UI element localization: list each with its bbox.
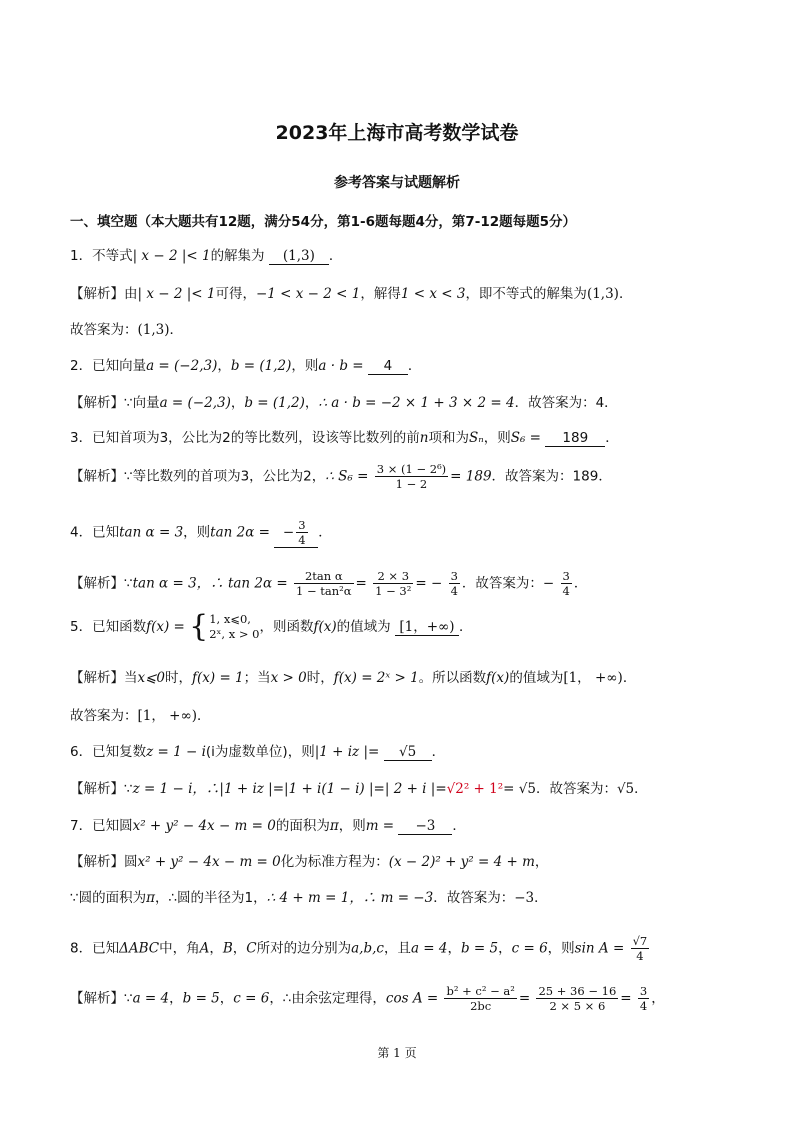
q6-sol-z: z = 1 − i (132, 781, 193, 797)
q4-given: tan α = 3 (119, 524, 184, 541)
q6-sol-calc: ，∴|1 + iz |=|1 + i(1 − i) |=| 2 + i |= (192, 781, 447, 797)
q2-end: ． (407, 358, 422, 374)
q6-paren: (i为虚数单位)，则 (205, 744, 315, 760)
q8-tri: ΔABC (119, 940, 160, 957)
q7-solution (70, 852, 548, 872)
q6-expr: |1 + iz |= (314, 744, 380, 760)
q5-fx2: f(x) (313, 619, 337, 635)
q2-solution: 【解析】∵向量a = (−2,3)，b = (1,2)，∴ a · b = −2 × 1 + 3 × 2 = 4．故答案为：4． (70, 395, 618, 411)
q6-ans-value: √5 (616, 781, 635, 797)
question-8: 8．已知ΔABC中，角A，B，C所对的边分别为a,b,c，且a = 4，b = 5，c = 6，则sin A = $\frac{√7}{4}$ (70, 934, 648, 963)
q8-eq2: = (620, 990, 632, 1007)
q8-answer-fraction (631, 934, 650, 963)
q7-sol-std: (x − 2)² + y² = 4 + m (388, 854, 535, 870)
q3-n: n (419, 430, 429, 446)
section-heading: 一、填空题（本大题共有12题，满分54分，第1-6题每题4分，第7-12题每题5分） (70, 214, 577, 230)
q8-f2-num: 25 + 36 − 16 (538, 984, 617, 998)
q7-pi: π (329, 818, 339, 834)
q5-sol-t3: 时， (306, 670, 334, 686)
q4-answer-blank (274, 518, 318, 548)
q2-a-vec: a = (−2,3) (146, 358, 218, 374)
q7-then: ，则 (338, 818, 366, 834)
q7-sol-t1: 化为标准方程为： (280, 854, 389, 870)
q8-ans-num: √7 (632, 934, 648, 948)
q8-f1-den: 2bc (470, 999, 492, 1013)
q7-sol2-t2: ，∴圆的半径为1， (154, 890, 267, 906)
question-3 (70, 428, 619, 448)
q3-frac-den: 1 − 2 (395, 477, 428, 491)
q3-mid: 项和为 (428, 430, 469, 446)
q5-answer-blank: [1，+∞) (395, 619, 459, 636)
q2-expr: a · b = (318, 358, 364, 374)
q4-f3-den: 4 (450, 584, 458, 598)
q6-sol-red-sqrt: √2² + 1² (446, 781, 504, 797)
q7-answer-blank: −3 (398, 818, 452, 835)
q4-mid: ，则 (183, 524, 211, 541)
q4-sol-frac3 (449, 569, 460, 598)
q1-sol-t3: ，即不等式的解集为 (465, 286, 587, 302)
q5-sol-e1: f(x) = 1 (192, 670, 244, 686)
q5-sol-t4: 。所以函数 (418, 670, 487, 686)
q4-sol-frac1 (294, 569, 354, 598)
q7-sol2-ans: ．故答案为： (433, 890, 515, 906)
q3-answer-blank: 189 (545, 430, 605, 447)
q2-sol-a: a = (−2,3) (159, 395, 231, 411)
q6-end: ． (431, 744, 446, 760)
q5-sol-c1: x⩽0 (137, 670, 166, 686)
page-subtitle: 参考答案与试题解析 (334, 175, 460, 191)
q4-solution (70, 569, 587, 598)
q6-stem: 6．已知复数 (70, 744, 147, 760)
q4-f2-den: 1 − 3² (375, 584, 412, 598)
q7-mid: 的面积为 (275, 818, 330, 834)
q8-t2: 所对的边分别为 (256, 940, 352, 957)
q8-sinA: sin A = (574, 940, 625, 957)
q7-m: m = (365, 818, 395, 834)
q8-ans-den: 4 (636, 949, 644, 963)
question-7 (70, 816, 466, 836)
q7-sol2-val: −3 (514, 890, 535, 906)
q4-sol-ans: ．故答案为： (461, 575, 543, 592)
q5-sol-t1: 时， (165, 670, 193, 686)
q4-eq: = (355, 575, 367, 592)
q7-sol2-e1: ∴ 4 + m = 1 (266, 890, 350, 906)
q6-sol-ans: ．故答案为： (535, 781, 617, 797)
q5-sol-label: 【解析】当 (70, 670, 138, 686)
q7-solution-2 (70, 888, 548, 908)
q4-answer-den: 4 (298, 533, 306, 547)
q5-piecewise (209, 612, 259, 642)
q4-ans-sign: − (542, 575, 555, 592)
q1-sol-t1: 可得， (215, 286, 256, 302)
q5-sol-end: ． (622, 670, 637, 686)
q4-f3-num: 3 (450, 569, 458, 583)
q8-f1-num: b² + c² − a² (446, 984, 515, 998)
q5-sol-c2: x > 0 (270, 670, 307, 686)
q1-sol-t2: ，解得 (360, 286, 401, 302)
q6-sol-post: = √5 (503, 781, 536, 797)
q8-sol-frac1 (444, 984, 516, 1013)
q8-sol-cos: cos A = (385, 990, 439, 1007)
q2-sol-ans: ．故答案为：4． (514, 395, 618, 411)
q5-ans-value: [1， +∞) (137, 708, 197, 724)
question-1 (70, 246, 342, 266)
q5-sol-t2: ；当 (243, 670, 271, 686)
q1-answer-line (70, 320, 183, 340)
q3-sol-label: 【解析】∵等比数列的首项为3，公比为2， (70, 468, 326, 485)
q5-sol-range: [1， +∞) (563, 670, 623, 686)
q4-ans-end: ． (573, 575, 588, 592)
question-6 (70, 742, 445, 762)
q5-stem: 5．已知函数 (70, 619, 147, 635)
q4-answer-num: 3 (298, 518, 306, 532)
q7-stem: 7．已知圆 (70, 818, 133, 834)
q8-f2-den: 2 × 5 × 6 (549, 999, 606, 1013)
q5-fx: f(x) = (146, 619, 185, 635)
q4-f1-num: 2tan α (294, 569, 354, 584)
q8-c: c = 6 (511, 940, 548, 957)
q3-sol-pre: ∴ S₆ = (325, 468, 369, 485)
q8-sol-t1: ，∴由余弦定理得， (269, 990, 386, 1007)
q6-ans-end: ． (634, 781, 648, 797)
q3-then: ，则 (483, 430, 511, 446)
q6-solution (70, 779, 648, 799)
q8-sol-end: ， (651, 990, 665, 1007)
page-title: 2023年上海市高考数学试卷 (275, 122, 519, 144)
q8-A: A (199, 940, 210, 957)
q8-b: b = 5 (461, 940, 499, 957)
q3-sol-ans: ．故答案为：189． (491, 468, 612, 485)
q8-solution: 【解析】∵a = 4，b = 5，c = 6，∴由余弦定理得，cos A = $\frac{\text{b² + c² − a²}}{2bc}$ = $\frac{25 + 36 - 16}{2 \times 5 \times 6}$ = $\frac{3}{4}$ ， (70, 984, 665, 1013)
q2-b-vec: b = (1,2) (230, 358, 292, 374)
q8-sol-a: a = 4 (132, 990, 170, 1007)
q5-piece2: 2ˣ, x > 0 (209, 627, 260, 641)
q8-a: a = 4 (410, 940, 448, 957)
q8-eq: = (518, 990, 531, 1007)
q4-answer-sign: − (282, 524, 295, 541)
q4-ans-frac (561, 569, 572, 598)
q5-sol-e2: f(x) = 2ˣ > 1 (333, 670, 419, 686)
q1-sol-end: ． (618, 286, 633, 302)
q4-sol-frac2 (373, 569, 413, 598)
q1-ans-end: ． (169, 322, 184, 338)
q5-ans-end: ． (196, 708, 211, 724)
q7-sol2-e2: ，∴ m = −3 (349, 890, 434, 906)
q2-answer-blank: 4 (368, 358, 408, 375)
q4-ans-den: 4 (562, 584, 570, 598)
q7-sol-eq: x² + y² − 4x − m = 0 (137, 854, 281, 870)
question-4 (70, 518, 332, 548)
q7-end: ． (452, 818, 466, 834)
q5-piece1: 1, x⩽0, (209, 612, 251, 626)
q6-sol-label: 【解析】∵ (70, 781, 133, 797)
q8-c2: ， (232, 940, 247, 957)
q7-sol-label: 【解析】圆 (70, 854, 138, 870)
q3-end: ． (605, 430, 619, 446)
q8-sol-frac2 (536, 984, 618, 1013)
q7-sol-end1: ， (534, 854, 549, 870)
q4-sol-given: tan α = 3 (132, 575, 197, 592)
q1-stem: 1．不等式 (70, 248, 133, 264)
q2-sol-b: b = (1,2) (244, 395, 305, 411)
q1-ans-value: (1,3) (137, 322, 170, 338)
q5-mid: ，则函数 (259, 619, 314, 635)
question-5 (70, 609, 473, 644)
q6-z: z = 1 − i (146, 744, 206, 760)
q4-sol-pre: ，∴ tan 2α = (196, 575, 288, 592)
q2-comma: ， (217, 358, 231, 374)
q1-sol-expr4: (1,3) (586, 286, 619, 302)
q8-t3: ，且 (383, 940, 411, 957)
q7-sol2-pi: π (146, 890, 155, 906)
q3-stem: 3．已知首项为3，公比为2的等比数列，设该等比数列的前 (70, 430, 420, 446)
q1-sol-expr3: 1 < x < 3 (400, 286, 466, 302)
q4-ans-num: 3 (562, 569, 570, 583)
q3-s6: S₆ = (510, 430, 541, 446)
q8-abc: a,b,c (351, 940, 384, 957)
q7-sol2-end: ． (534, 890, 548, 906)
q4-f2-num: 2 × 3 (373, 569, 413, 584)
q4-eq2: = − (415, 575, 443, 592)
q5-ans-label: 故答案为： (70, 708, 138, 724)
q1-sol-expr2: −1 < x − 2 < 1 (255, 286, 361, 302)
q1-mid: 的解集为 (210, 248, 265, 264)
q4-f1-den: 1 − tan²α (296, 584, 352, 598)
q5-solution (70, 668, 636, 688)
q2-stem: 2．已知向量 (70, 358, 147, 374)
q5-end: ． (458, 619, 473, 635)
q2-sol-label: 【解析】∵向量 (70, 395, 160, 411)
q3-sol-post: = 189 (450, 468, 492, 485)
q8-B: B (222, 940, 233, 957)
q4-sol-label: 【解析】∵ (70, 575, 133, 592)
q4-answer-fraction (296, 518, 307, 547)
q3-sn: Sₙ (468, 430, 484, 446)
q8-f3-den: 4 (639, 999, 648, 1013)
q2-mid: ，则 (291, 358, 319, 374)
q8-sol-c: c = 6 (233, 990, 270, 1007)
q1-sol-label: 【解析】由 (70, 286, 138, 302)
q1-expr: | x − 2 |< 1 (132, 248, 211, 264)
q5-answer-line (70, 706, 210, 726)
q4-expr: tan 2α = (210, 524, 270, 541)
q2-sol-calc: ∴ a · b = −2 × 1 + 3 × 2 = 4 (318, 395, 515, 411)
q8-t1: 中，角 (159, 940, 200, 957)
q8-sol-frac3 (638, 984, 649, 1013)
q4-stem: 4．已知 (70, 524, 120, 541)
q8-sol-label: 【解析】∵ (70, 990, 133, 1007)
q5-sol-t5: 的值域为 (509, 670, 564, 686)
q1-ans-label: 故答案为： (70, 322, 138, 338)
q4-end: ． (318, 524, 332, 541)
q3-sol-fraction (375, 462, 448, 491)
q7-sol2-t1: ∵圆的面积为 (70, 890, 147, 906)
q8-c1: ， (209, 940, 223, 957)
q8-C: C (246, 940, 257, 957)
q6-answer-blank: √5 (384, 744, 432, 761)
page-footer: 第 1 页 (377, 1046, 417, 1060)
q3-solution (70, 462, 612, 491)
question-2 (70, 356, 421, 376)
q1-answer-blank: (1,3) (269, 248, 329, 265)
q1-end: ． (328, 248, 343, 264)
q8-then: ，则 (547, 940, 575, 957)
q8-stem: 8．已知 (70, 940, 120, 957)
q1-solution (70, 284, 632, 304)
q8-f3-num: 3 (639, 984, 648, 998)
q5-brace: { (189, 609, 209, 644)
q5-sol-fx: f(x) (486, 670, 510, 686)
q3-frac-num: 3 × (1 − 2⁶) (376, 462, 447, 476)
q7-eq: x² + y² − 4x − m = 0 (132, 818, 276, 834)
q5-mid2: 的值域为 (336, 619, 391, 635)
q1-sol-expr1: | x − 2 |< 1 (137, 286, 216, 302)
q8-sol-b: b = 5 (182, 990, 220, 1007)
